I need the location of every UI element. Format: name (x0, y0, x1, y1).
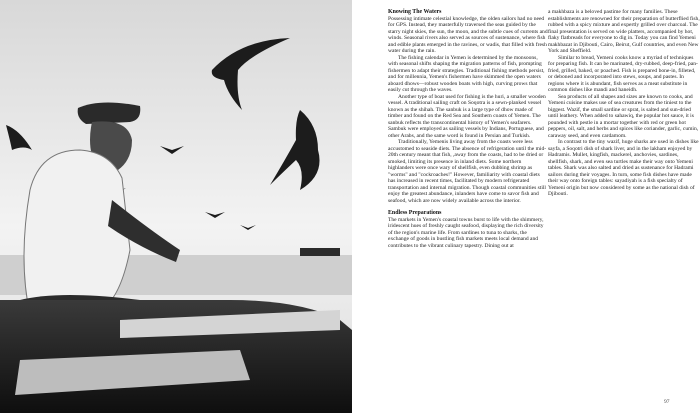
heading-endless-preparations: Endless Preparations (388, 210, 442, 216)
heading-knowing-the-waters: Knowing The Waters (388, 9, 442, 15)
distant-boat (300, 248, 340, 256)
fisherman-shirt (24, 150, 130, 315)
fisherman-hat (78, 102, 141, 124)
paragraph: Another type of boat used for fishing is the huri, a smaller wooden vessel. A traditional sailing craft on Soqotra is a sewn-planked vessel known as the shihah. The sanbuk is a large type of dhow made of timber and found on the Red Sea and Southern coasts of Yemen. The sanbuk reflects the transcontinental history of Yemen's seafarers. Sambuk were employed as sailing vessels by Indians, Portuguese, and other Arabs, and the same word is found in Persian and Turkish. (388, 93, 546, 139)
paragraph: The markets in Yemen's coastal towns burst to life with the shimmery, iridescent hues of freshly caught seafood, displaying the rich diversity of the region's marine life. From sardines to tuna to sharks, the exchange of goods in bustling fish markets meets local demand and contributes to the vibrant culinary tapestry. Dining out at (388, 216, 544, 249)
text-column-right (548, 9, 700, 198)
paragraph: The fishing calendar in Yemen is determined by the monsoons, with seasonal shifts shaping the migration patterns of fish, prompting fishermen to adapt their strategies. Traditional fishing methods persist, and for millennia, Yemen's fishermen have skimmed the open waters aboard dhows—robust wooden boats with high, curving prows that easily cut through the waves. (388, 54, 545, 93)
text-column-left (388, 9, 548, 249)
paragraph: Traditionally, Yemenis living away from the coasts were less accustomed to seaside diets. The absence of refrigeration until the mid-20th century meant that fish, ,away from the coasts, had to be dried or smoked, limiting its presence in inland diets. Some northern highlanders were once wary of shellfish, even dubbing shrimp as "worms" and "cockroaches!" However, familiarity with coastal diets has increased in recent times, facilitated by modern refrigerated transportation and internal migration. Though coastal communities still enjoy the greatest abundance, inlanders have come to savor fish and seafood, which are now widely available across the interior. (388, 139, 547, 204)
paragraph: Similar to bread, Yemeni cooks know a myriad of techniques for preparing fish. It can be marinated, dry-rubbed, deep-fried, pan-fried, grilled, baked, or poached. Fish is prepared bone-in, filleted, or deboned and incorporated into stews, soups, and pastes. In regions where it is abundant, fish serves as a meat substitute in common dishes like mandi and haneidh. (548, 54, 698, 93)
paragraph: In contrast to the tiny wazif, huge sharks are used in dishes like sayfa, a Soqotri dish of shark liver, and in the lakham enjoyed by Hadramis. Mullet, kingfish, mackerel, anchovies, sardines, shellfish, shark, and even sea turtles make their way onto Yemeni tables. Shark was also salted and dried as sustenance for Hadrami sailors during their voyages. In turn, some fish dishes have made their way onto foreign tables: sayadiyah is a fish specialty of Yemeni origin but now considered by some as the national dish of Djibouti. (548, 139, 699, 197)
paragraph: Possessing intimate celestial knowledge, the olden sailors had no need for GPS. Instead, they masterfully traversed the seas guided by the starry night skies, the sun, the moon, and the subtle cues of currents and winds. Seasonal rivers also served as sources of sustenance, where fish and edible plants emerged in the ravines, or wadis, that filled with fresh water during the rain. (388, 15, 548, 54)
text-page (352, 0, 700, 413)
paragraph: a makhbaza is a beloved pastime for many families. These establishments are renowned for their preparation of butterflied fish, rubbed with a spicy mixture and expertly grilled over charcoal. The final presentation is served on wide platters, accompanied by hot, flaky flatbreads for everyone to dig in. Today you can find Yemeni makhbazat in Djibouti, Cairo, Beirut, Gulf countries, and even New York and Sheffield. (548, 9, 700, 54)
paragraph: Sea products of all shapes and sizes are known to cooks, and Yemeni cuisine makes use of sea creatures from the tiniest to the biggest. Wazif, the small sardine or sprat, is salted and sun-dried until leathery. When added to sahawiq, the popular hot sauce, it is pounded with pestle in a mortar together with red or green hot peppers, oil, salt, and herbs and spices like coriander, garlic, cumin, caraway seed, and even cardamom. (548, 93, 699, 139)
page-number: 97 (664, 399, 670, 405)
